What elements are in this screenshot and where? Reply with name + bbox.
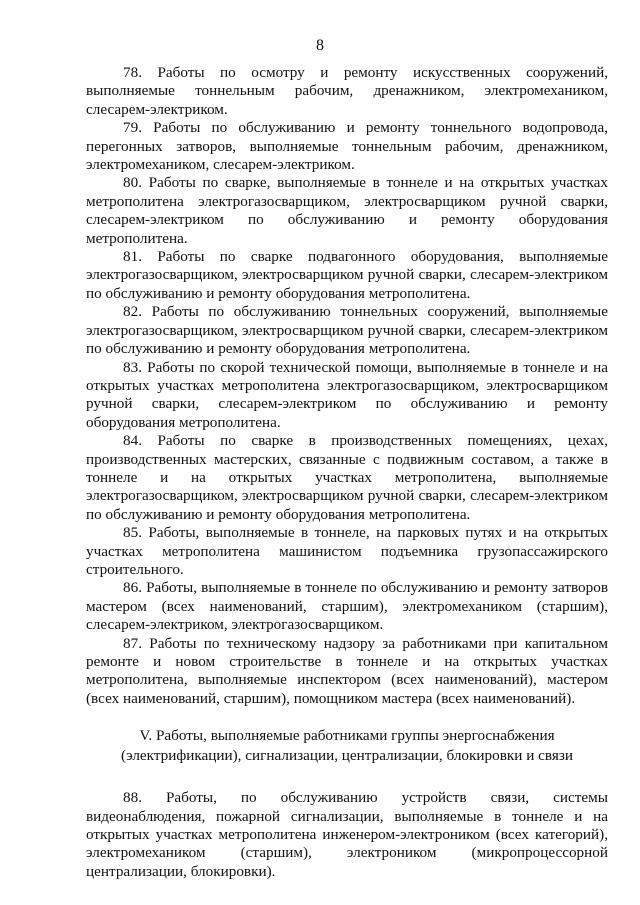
paragraph-item-85: 85. Работы, выполняемые в тоннеле, на парковых путях и на открытых участках метрополитена машинистом подъемника грузопассажирского строительного.	[86, 524, 608, 578]
paragraph-item-84: 84. Работы по сварке в производственных помещениях, цехах, производственных мастерских, связанные с подвижным составом, а также в тоннеле и на открытых участках метрополитена, выполняемые электрогазосварщиком, электросварщиком ручной сварки, слесарем-электриком по обслуживанию и ремонту оборудования метрополитена.	[86, 432, 608, 523]
section-heading-line-1: V. Работы, выполняемые работниками группы энергоснабжения	[139, 727, 555, 745]
section-heading	[86, 726, 608, 765]
paragraph-item-87: 87. Работы по техническому надзору за работниками при капитальном ремонте и новом строительстве в тоннеле и на открытых участках метрополитена, выполняемые инспектором (всех наименований), мастером (всех наименований, старшим), помощником мастера (всех наименований).	[86, 634, 608, 707]
paragraph-item-79: 79. Работы по обслуживанию и ремонту тоннельного водопровода, перегонных затворов, выполняемые тоннельным рабочим, дренажником, электромехаником, слесарем-электриком.	[86, 119, 608, 174]
paragraph-item-81: 81. Работы по сварке подвагонного оборудования, выполняемые электрогазосварщиком, электросварщиком ручной сварки, слесарем-электриком по обслуживанию и ремонту оборудования метрополитена.	[86, 248, 608, 302]
page-number: 8	[316, 37, 324, 54]
paragraph-item-86: 86. Работы, выполняемые в тоннеле по обслуживанию и ремонту затворов мастером (всех наименований, старшим), электромехаником (старшим), слесарем-электриком, электрогазосварщиком.	[86, 579, 608, 634]
document-body	[86, 64, 608, 881]
paragraph-item-88: 88. Работы, по обслуживанию устройств связи, системы видеонаблюдения, пожарной сигнализации, выполняемые в тоннеле и на открытых участках метрополитена инженером-электроником (всех категорий), электромехаником (старшим), электроником (микропроцессорной централизации, блокировки).	[86, 789, 608, 880]
paragraph-item-80: 80. Работы по сварке, выполняемые в тоннеле и на открытых участках метрополитена электрогазосварщиком, электросварщиком ручной сварки, слесарем-электриком по обслуживанию и ремонту оборудования метрополитена.	[86, 174, 608, 247]
paragraph-item-82: 82. Работы по обслуживанию тоннельных сооружений, выполняемые электрогазосварщиком, электросварщиком ручной сварки, слесарем-электриком по обслуживанию и ремонту оборудования метрополитена.	[86, 303, 608, 358]
paragraph-item-78: 78. Работы по осмотру и ремонту искусственных сооружений, выполняемые тоннельным рабочим, дренажником, электромехаником, слесарем-электриком.	[86, 64, 608, 118]
paragraph-item-83: 83. Работы по скорой технической помощи, выполняемые в тоннеле и на открытых участках метрополитена электрогазосварщиком, электросварщиком ручной сварки, слесарем-электриком по обслуживанию и ремонту оборудования метрополитена.	[86, 358, 608, 431]
section-heading-line-2: (электрификации), сигнализации, централизации, блокировки и связи	[121, 746, 573, 764]
